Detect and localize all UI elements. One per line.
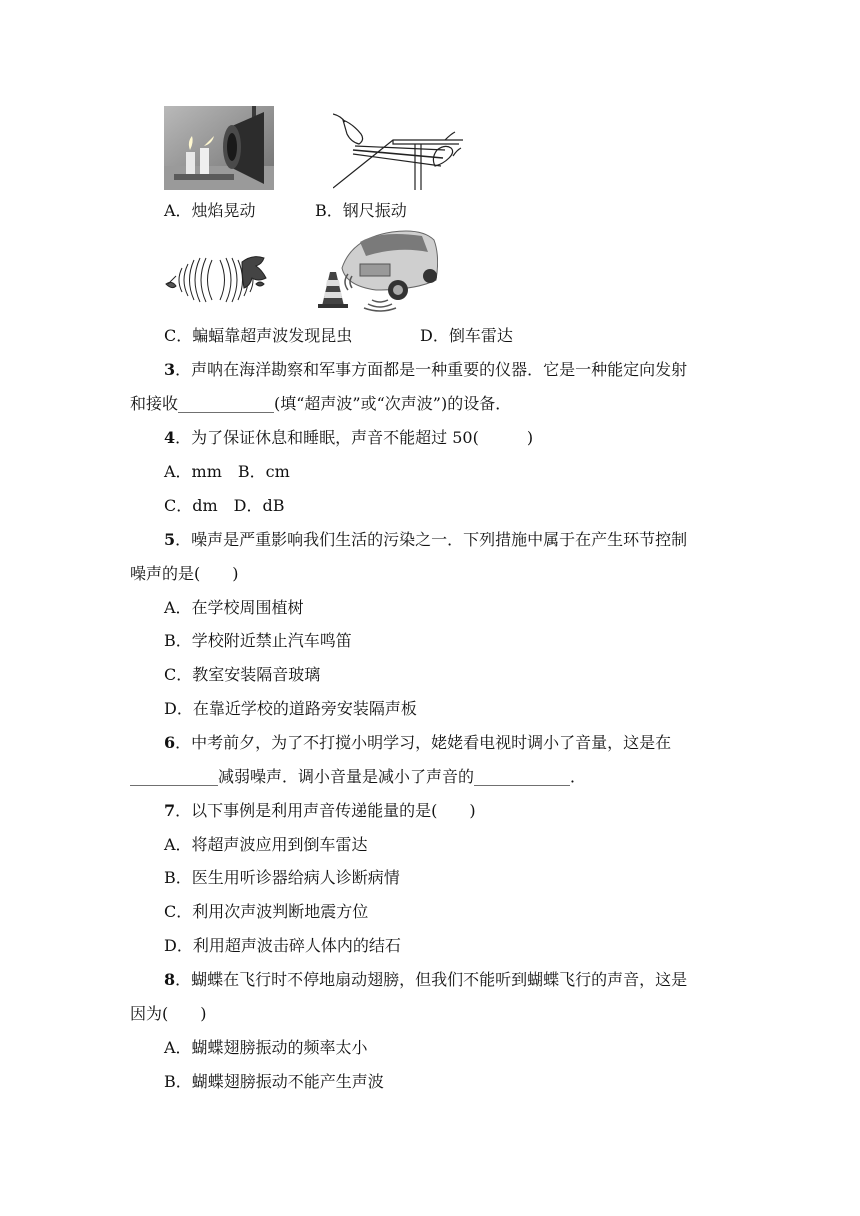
candle-speaker-photo-icon: [164, 106, 274, 190]
question-4: [164, 426, 533, 450]
question-7-text: ．以下事例是利用声音传递能量的是( ): [175, 801, 476, 820]
figure-a-candle-speaker: [164, 106, 274, 190]
question-8-number: 8: [164, 970, 176, 989]
question-7-option-a: A．将超声波应用到倒车雷达: [164, 835, 368, 854]
question-5-option-a: A．在学校周围植树: [164, 598, 304, 617]
question-7: [164, 799, 476, 823]
question-4-number: 4: [164, 428, 176, 447]
question-4-options-ab: A．mm B．cm: [164, 462, 290, 481]
figure-b-ruler: [333, 110, 463, 190]
figure-d-label: D．倒车雷达: [420, 326, 513, 345]
figure-a-label: A．烛焰晃动: [164, 201, 256, 220]
question-5-number: 5: [164, 530, 176, 549]
question-6-line2: ___________减弱噪声．调小音量是减小了声音的____________．: [130, 767, 587, 786]
figure-c-label: C．蝙蝠靠超声波发现昆虫: [164, 326, 353, 345]
question-3-number: 3: [164, 360, 176, 379]
question-5-option-d: D．在靠近学校的道路旁安装隔声板: [164, 699, 417, 718]
bat-ultrasound-drawing-icon: [164, 254, 274, 306]
car-radar-photo-icon: [312, 228, 438, 312]
question-6-line1: [164, 731, 671, 755]
question-3-text: ．声呐在海洋勘察和军事方面都是一种重要的仪器．它是一种能定向发射: [175, 360, 688, 379]
question-7-option-b: B．医生用听诊器给病人诊断病情: [164, 868, 400, 887]
ruler-vibration-drawing-icon: [333, 110, 463, 190]
figure-b-label: B．钢尺振动: [315, 201, 407, 220]
question-3-line1: [164, 358, 687, 382]
figure-c-bat: [164, 254, 274, 306]
question-7-number: 7: [164, 801, 176, 820]
question-8-option-b: B．蝴蝶翅膀振动不能产生声波: [164, 1072, 384, 1091]
figure-d-car: [312, 228, 438, 312]
question-8-line1: [164, 968, 687, 992]
question-6-number: 6: [164, 733, 176, 752]
question-6-text: ．中考前夕，为了不打搅小明学习，姥姥看电视时调小了音量，这是在: [175, 733, 672, 752]
question-4-text: ．为了保证休息和睡眠，声音不能超过 50( ): [175, 428, 534, 447]
question-5-text: ．噪声是严重影响我们生活的污染之一．下列措施中属于在产生环节控制: [175, 530, 688, 549]
question-7-option-d: D．利用超声波击碎人体内的结石: [164, 936, 401, 955]
question-5-option-c: C．教室安装隔音玻璃: [164, 665, 321, 684]
question-5-option-b: B．学校附近禁止汽车鸣笛: [164, 631, 352, 650]
question-5-line2: 噪声的是( ): [130, 564, 239, 583]
question-8-option-a: A．蝴蝶翅膀振动的频率太小: [164, 1038, 368, 1057]
question-5-line1: [164, 528, 687, 552]
question-8-line2: 因为( ): [130, 1004, 207, 1023]
question-8-text: ．蝴蝶在飞行时不停地扇动翅膀，但我们不能听到蝴蝶飞行的声音，这是: [175, 970, 688, 989]
question-4-options-cd: C．dm D．dB: [164, 496, 285, 515]
question-7-option-c: C．利用次声波判断地震方位: [164, 902, 369, 921]
question-3-line2: 和接收____________(填“超声波”或“次声波”)的设备．: [130, 394, 512, 413]
